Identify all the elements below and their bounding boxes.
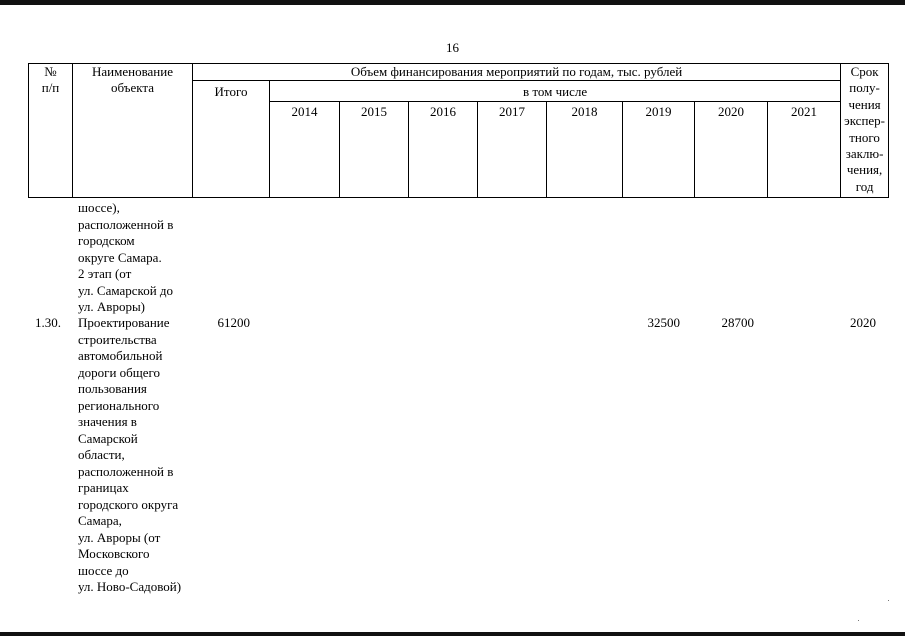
- row-value-2019: 32500: [647, 315, 680, 330]
- header-total: Итого: [193, 81, 270, 198]
- bottom-border-bar: [0, 632, 905, 636]
- scan-speck: [858, 620, 859, 621]
- row-term: 2020: [850, 315, 876, 330]
- header-year-2018: 2018: [547, 102, 623, 198]
- header-name: Наименование объекта: [73, 64, 193, 198]
- row-value-2020: 28700: [721, 315, 754, 330]
- header-year-2021: 2021: [768, 102, 841, 198]
- header-year-2014: 2014: [270, 102, 340, 198]
- page-number: 16: [446, 40, 459, 55]
- row-name: Проектирование строительства автомобильной дороги общего пользования регионального значения в Самарской области, расположенной в границах городского округа Самара, ул. Авроры (от Московского шоссе до ул. Ново-Садовой): [78, 315, 182, 594]
- header-including: в том числе: [270, 81, 841, 102]
- header-year-2017: 2017: [478, 102, 547, 198]
- header-year-2016: 2016: [409, 102, 478, 198]
- scan-speck: [888, 600, 889, 601]
- top-border-bar: [0, 0, 905, 5]
- header-financing: Объем финансирования мероприятий по годам, тыс. рублей: [193, 64, 841, 81]
- header-num: № п/п: [29, 64, 73, 198]
- header-year-2020: 2020: [695, 102, 768, 198]
- header-year-2019: 2019: [623, 102, 695, 198]
- row-continuation-name: шоссе), расположенной в городском округе Самара. 2 этап (от ул. Самарской до ул. Авроры): [78, 200, 174, 314]
- header-term: Срок полу- чения экспер- тного заклю- чения, год: [841, 64, 889, 198]
- row-number: 1.30.: [35, 315, 61, 330]
- header-year-2015: 2015: [340, 102, 409, 198]
- table-header: [28, 63, 889, 198]
- row-total: 61200: [217, 315, 250, 330]
